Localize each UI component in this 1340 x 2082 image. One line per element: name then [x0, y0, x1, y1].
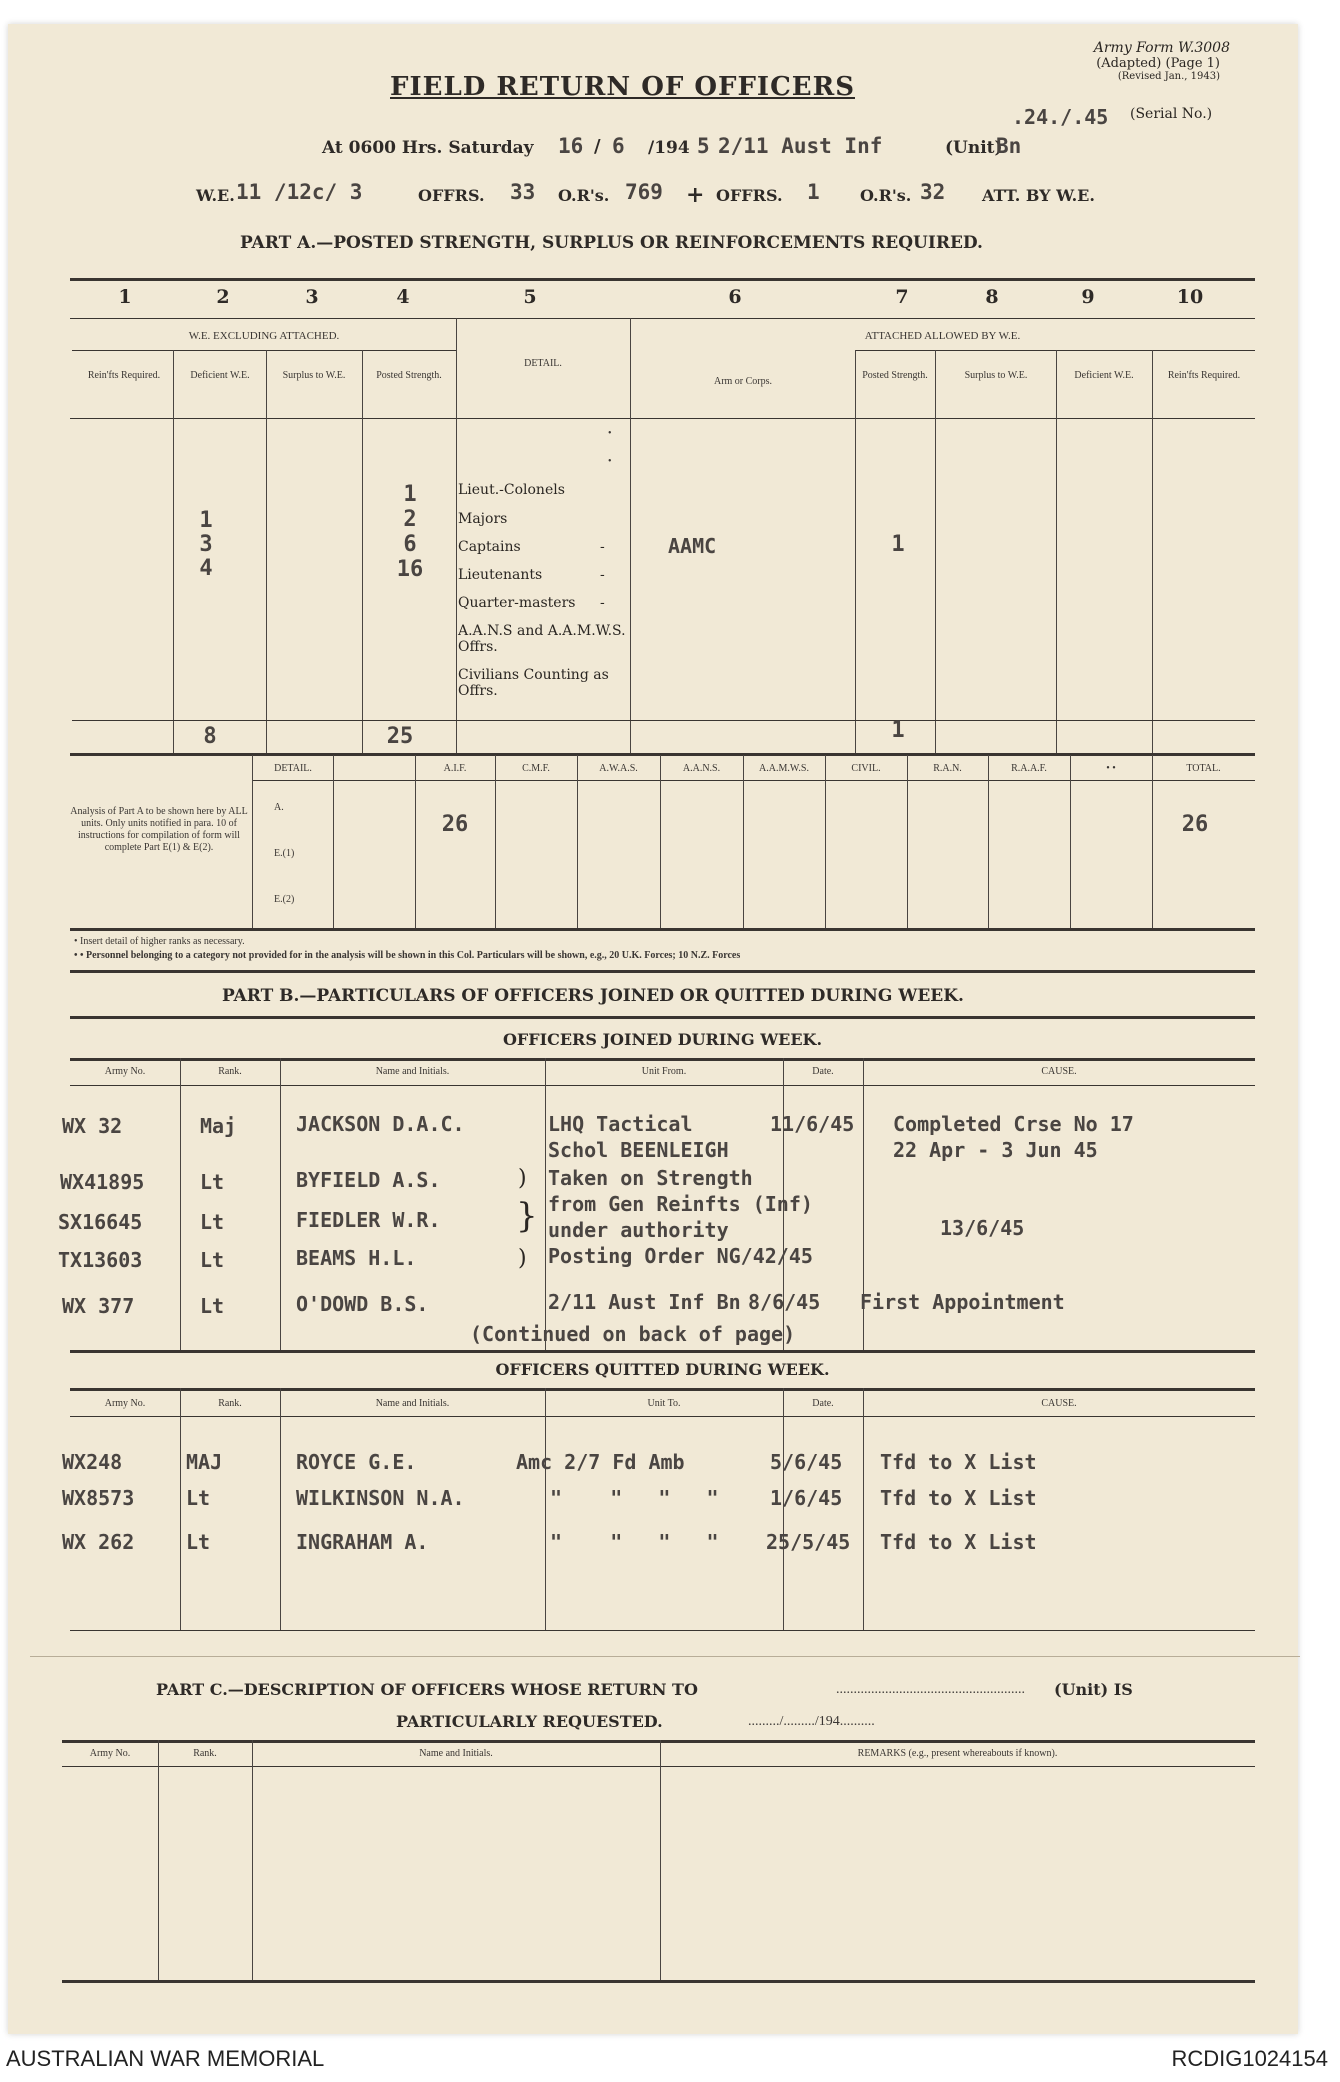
head-deficient-att: Deficient W.E. — [1074, 370, 1134, 381]
offrs2-label: OFFRS. — [716, 186, 783, 205]
bracket-3: ) — [518, 1246, 527, 1271]
year-digit: 5 — [697, 134, 710, 158]
analysis-row-e2: E.(2) — [274, 894, 295, 905]
analysis-detail-head: DETAIL. — [274, 763, 312, 774]
part-b-title: PART B.—PARTICULARS OF OFFICERS JOINED OR QUITTED DURING WEEK. — [222, 986, 964, 1006]
total-posted: 25 — [386, 724, 414, 749]
serial-label: (Serial No.) — [1130, 106, 1213, 122]
part-a-title: PART A.—POSTED STRENGTH, SURPLUS OR REINFORCEMENTS REQUIRED. — [240, 233, 983, 253]
rank-lt-col: Lieut.-Colonels — [458, 482, 565, 498]
part-c-line2: PARTICULARLY REQUESTED. — [396, 1712, 663, 1731]
group-we-excluding: W.E. EXCLUDING ATTACHED. — [188, 330, 340, 342]
detail-bullet-2: • — [608, 456, 612, 467]
form-revised: (Revised Jan., 1943) — [1117, 71, 1220, 82]
joined-no: WX 32 — [62, 1114, 123, 1138]
rank-civilians: Civilians Counting as Offrs. — [458, 667, 609, 699]
year-prefix: /194 — [648, 138, 690, 158]
we-label: W.E. — [196, 186, 235, 205]
date-month: 6 — [612, 134, 625, 158]
offrs-value: 33 — [510, 180, 536, 204]
analysis-row-e1: E.(1) — [274, 848, 295, 859]
att-label: ATT. BY W.E. — [982, 186, 1095, 205]
head-detail: DETAIL. — [524, 358, 562, 369]
group-attached: ATTACHED ALLOWED BY W.E. — [864, 330, 1021, 342]
attached-posted: 1 — [891, 532, 905, 557]
head-posted-att: Posted Strength. — [862, 370, 928, 381]
footer-right: RCDIG1024154 — [1171, 2046, 1328, 2071]
part-c-line1: PART C.—DESCRIPTION OF OFFICERS WHOSE RETURN TO — [156, 1680, 698, 1699]
bracket-1: ) — [518, 1166, 527, 1191]
offrs-label: OFFRS. — [418, 186, 485, 205]
head-posted: Posted Strength. — [376, 370, 442, 381]
head-reinfts-att: Rein'fts Required. — [1167, 370, 1241, 381]
unit-suffix: Bn — [996, 134, 1022, 158]
bracket-2: } — [516, 1196, 538, 1236]
note-1: • Insert detail of higher ranks as necessary. — [74, 936, 245, 947]
form-title: FIELD RETURN OF OFFICERS — [390, 72, 855, 102]
attached-corps: AAMC — [668, 534, 717, 558]
ors-value: 769 — [625, 180, 663, 204]
analysis-row-a: A. — [274, 802, 284, 813]
head-surplus-att: Surplus to W.E. — [964, 370, 1028, 381]
date-day: 16 — [558, 134, 584, 158]
unit-label: (Unit) — [945, 138, 1003, 158]
form-adapted: (Adapted) (Page 1) — [1096, 56, 1220, 71]
rank-aans: A.A.N.S and A.A.M.W.S. Offrs. — [458, 623, 626, 655]
form-id: Army Form W.3008 — [1093, 40, 1230, 56]
rank-captains: Captains — [458, 539, 521, 555]
at-label: At 0600 Hrs. Saturday — [322, 138, 534, 158]
offrs2-value: 1 — [807, 180, 820, 204]
head-arm-corps: Arm or Corps. — [713, 376, 773, 387]
plus-sign: + — [686, 182, 705, 208]
part-c-unit-is: (Unit) IS — [1054, 1680, 1133, 1699]
rank-lieutenants: Lieutenants — [458, 567, 543, 583]
total-deficient: 8 — [203, 724, 217, 749]
footer-left: AUSTRALIAN WAR MEMORIAL — [6, 2046, 325, 2071]
analysis-aif: 26 — [441, 812, 469, 837]
ors2-value: 32 — [920, 180, 946, 204]
head-deficient: Deficient W.E. — [190, 370, 250, 381]
head-surplus: Surplus to W.E. — [282, 370, 346, 381]
detail-bullet-1: • — [608, 428, 612, 439]
quitted-title: OFFICERS QUITTED DURING WEEK. — [495, 1360, 830, 1379]
total-attached: 1 — [891, 718, 905, 743]
part-c-date: ........./........./194.......... — [748, 1714, 875, 1729]
rank-quartermasters: Quarter-masters — [458, 595, 576, 611]
unit-name: 2/11 Aust Inf — [718, 134, 883, 158]
head-reinfts: Rein'fts Required. — [87, 370, 161, 381]
serial-number: .24./.45 — [1012, 105, 1109, 129]
ors-label: O.R's. — [558, 186, 610, 205]
analysis-intro: Analysis of Part A to be shown here by ALL units. Only units notified in para. 10 of instructions for compilation of form will complete Part E(1) & E(2). — [70, 806, 248, 853]
continued-note: (Continued on back of page) — [470, 1322, 796, 1346]
part-c-dots: ...................................................... — [836, 1682, 1025, 1697]
we-value: 11 /12c/ 3 — [236, 180, 363, 204]
joined-title: OFFICERS JOINED DURING WEEK. — [502, 1030, 823, 1049]
analysis-total: 26 — [1181, 812, 1209, 837]
form-paper — [8, 24, 1298, 2034]
note-2: • • Personnel belonging to a category not provided for in the analysis will be shown in this Col. Particulars will be shown, e.g., 20 U.K. Forces; 10 N.Z. Forces — [74, 950, 741, 961]
ors2-label: O.R's. — [860, 186, 912, 205]
rank-majors: Majors — [458, 511, 508, 527]
